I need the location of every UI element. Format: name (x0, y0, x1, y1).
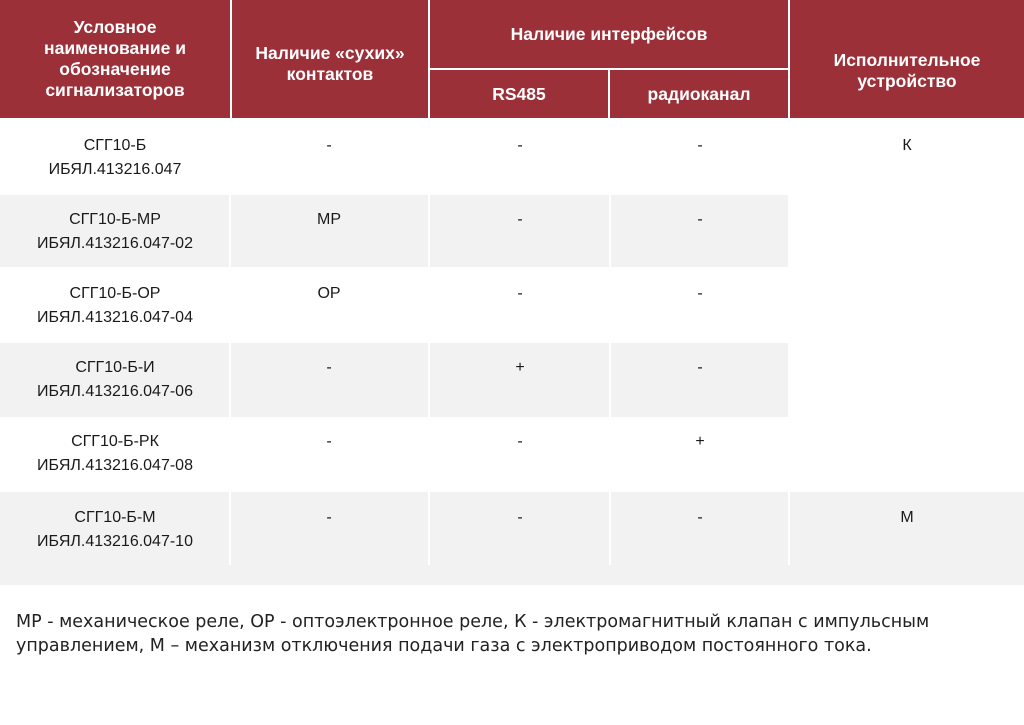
actuator-value-m: М (900, 509, 914, 526)
device-code: ИБЯЛ.413216.047-06 (37, 383, 193, 400)
table-row (0, 134, 230, 182)
device-code: ИБЯЛ.413216.047-04 (37, 309, 193, 326)
actuator-value-k: К (902, 137, 912, 154)
table-row (0, 506, 230, 554)
rs485-value: - (517, 509, 523, 526)
header-rs485 (430, 70, 608, 118)
actuator-merged-cell (790, 118, 1024, 492)
rs485-value: - (517, 433, 523, 450)
rs485-value: - (517, 285, 523, 302)
table-row (0, 208, 230, 256)
rs485-value: - (517, 211, 523, 228)
device-code: ИБЯЛ.413216.047-08 (37, 457, 193, 474)
device-name: СГГ10-Б-И (75, 359, 155, 376)
dry-contacts-value: - (326, 359, 332, 376)
device-name: СГГ10-Б-ОР (69, 285, 161, 302)
device-name: СГГ10-Б-МР (69, 211, 161, 228)
radio-value: - (697, 137, 703, 154)
device-name: СГГ10-Б-М (74, 509, 156, 526)
dry-contacts-value: ОР (317, 285, 341, 302)
rs485-value: + (515, 359, 525, 376)
header-dry-contacts (232, 0, 428, 118)
dry-contacts-value: - (326, 509, 332, 526)
table-row (0, 430, 230, 478)
header-radio-channel-label: радиоканал (647, 83, 751, 104)
header-name-designation-label: Условное наименование и обозначение сигнализаторов (44, 17, 186, 100)
header-interfaces-group (430, 0, 788, 68)
rs485-value: - (517, 137, 523, 154)
header-rs485-label: RS485 (492, 83, 546, 104)
header-interfaces-group-label: Наличие интерфейсов (510, 23, 708, 44)
header-actuator-label: Исполнительное устройство (833, 50, 981, 91)
table-row (0, 356, 230, 404)
device-name: СГГ10-Б-РК (71, 433, 159, 450)
header-actuator (790, 0, 1024, 118)
radio-value: - (697, 359, 703, 376)
device-name: СГГ10-Б (83, 137, 147, 154)
footnote: МР - механическое реле, ОР - оптоэлектронное реле, К - электромагнитный клапан с импульсным управлением, М – механизм отключения подачи газа с электроприводом постоянного тока. (16, 612, 930, 656)
radio-value: + (695, 433, 705, 450)
device-code: ИБЯЛ.413216.047-10 (37, 533, 193, 550)
dry-contacts-value: - (326, 433, 332, 450)
dry-contacts-value: МР (317, 211, 341, 228)
device-code: ИБЯЛ.413216.047 (48, 161, 182, 178)
device-code: ИБЯЛ.413216.047-02 (37, 235, 193, 252)
radio-value: - (697, 211, 703, 228)
table-row (0, 282, 230, 330)
radio-value: - (697, 285, 703, 302)
header-dry-contacts-label: Наличие «сухих» контактов (255, 43, 405, 84)
radio-value: - (697, 509, 703, 526)
header-name-designation (0, 0, 230, 118)
dry-contacts-value: - (326, 137, 332, 154)
header-radio-channel (610, 70, 788, 118)
